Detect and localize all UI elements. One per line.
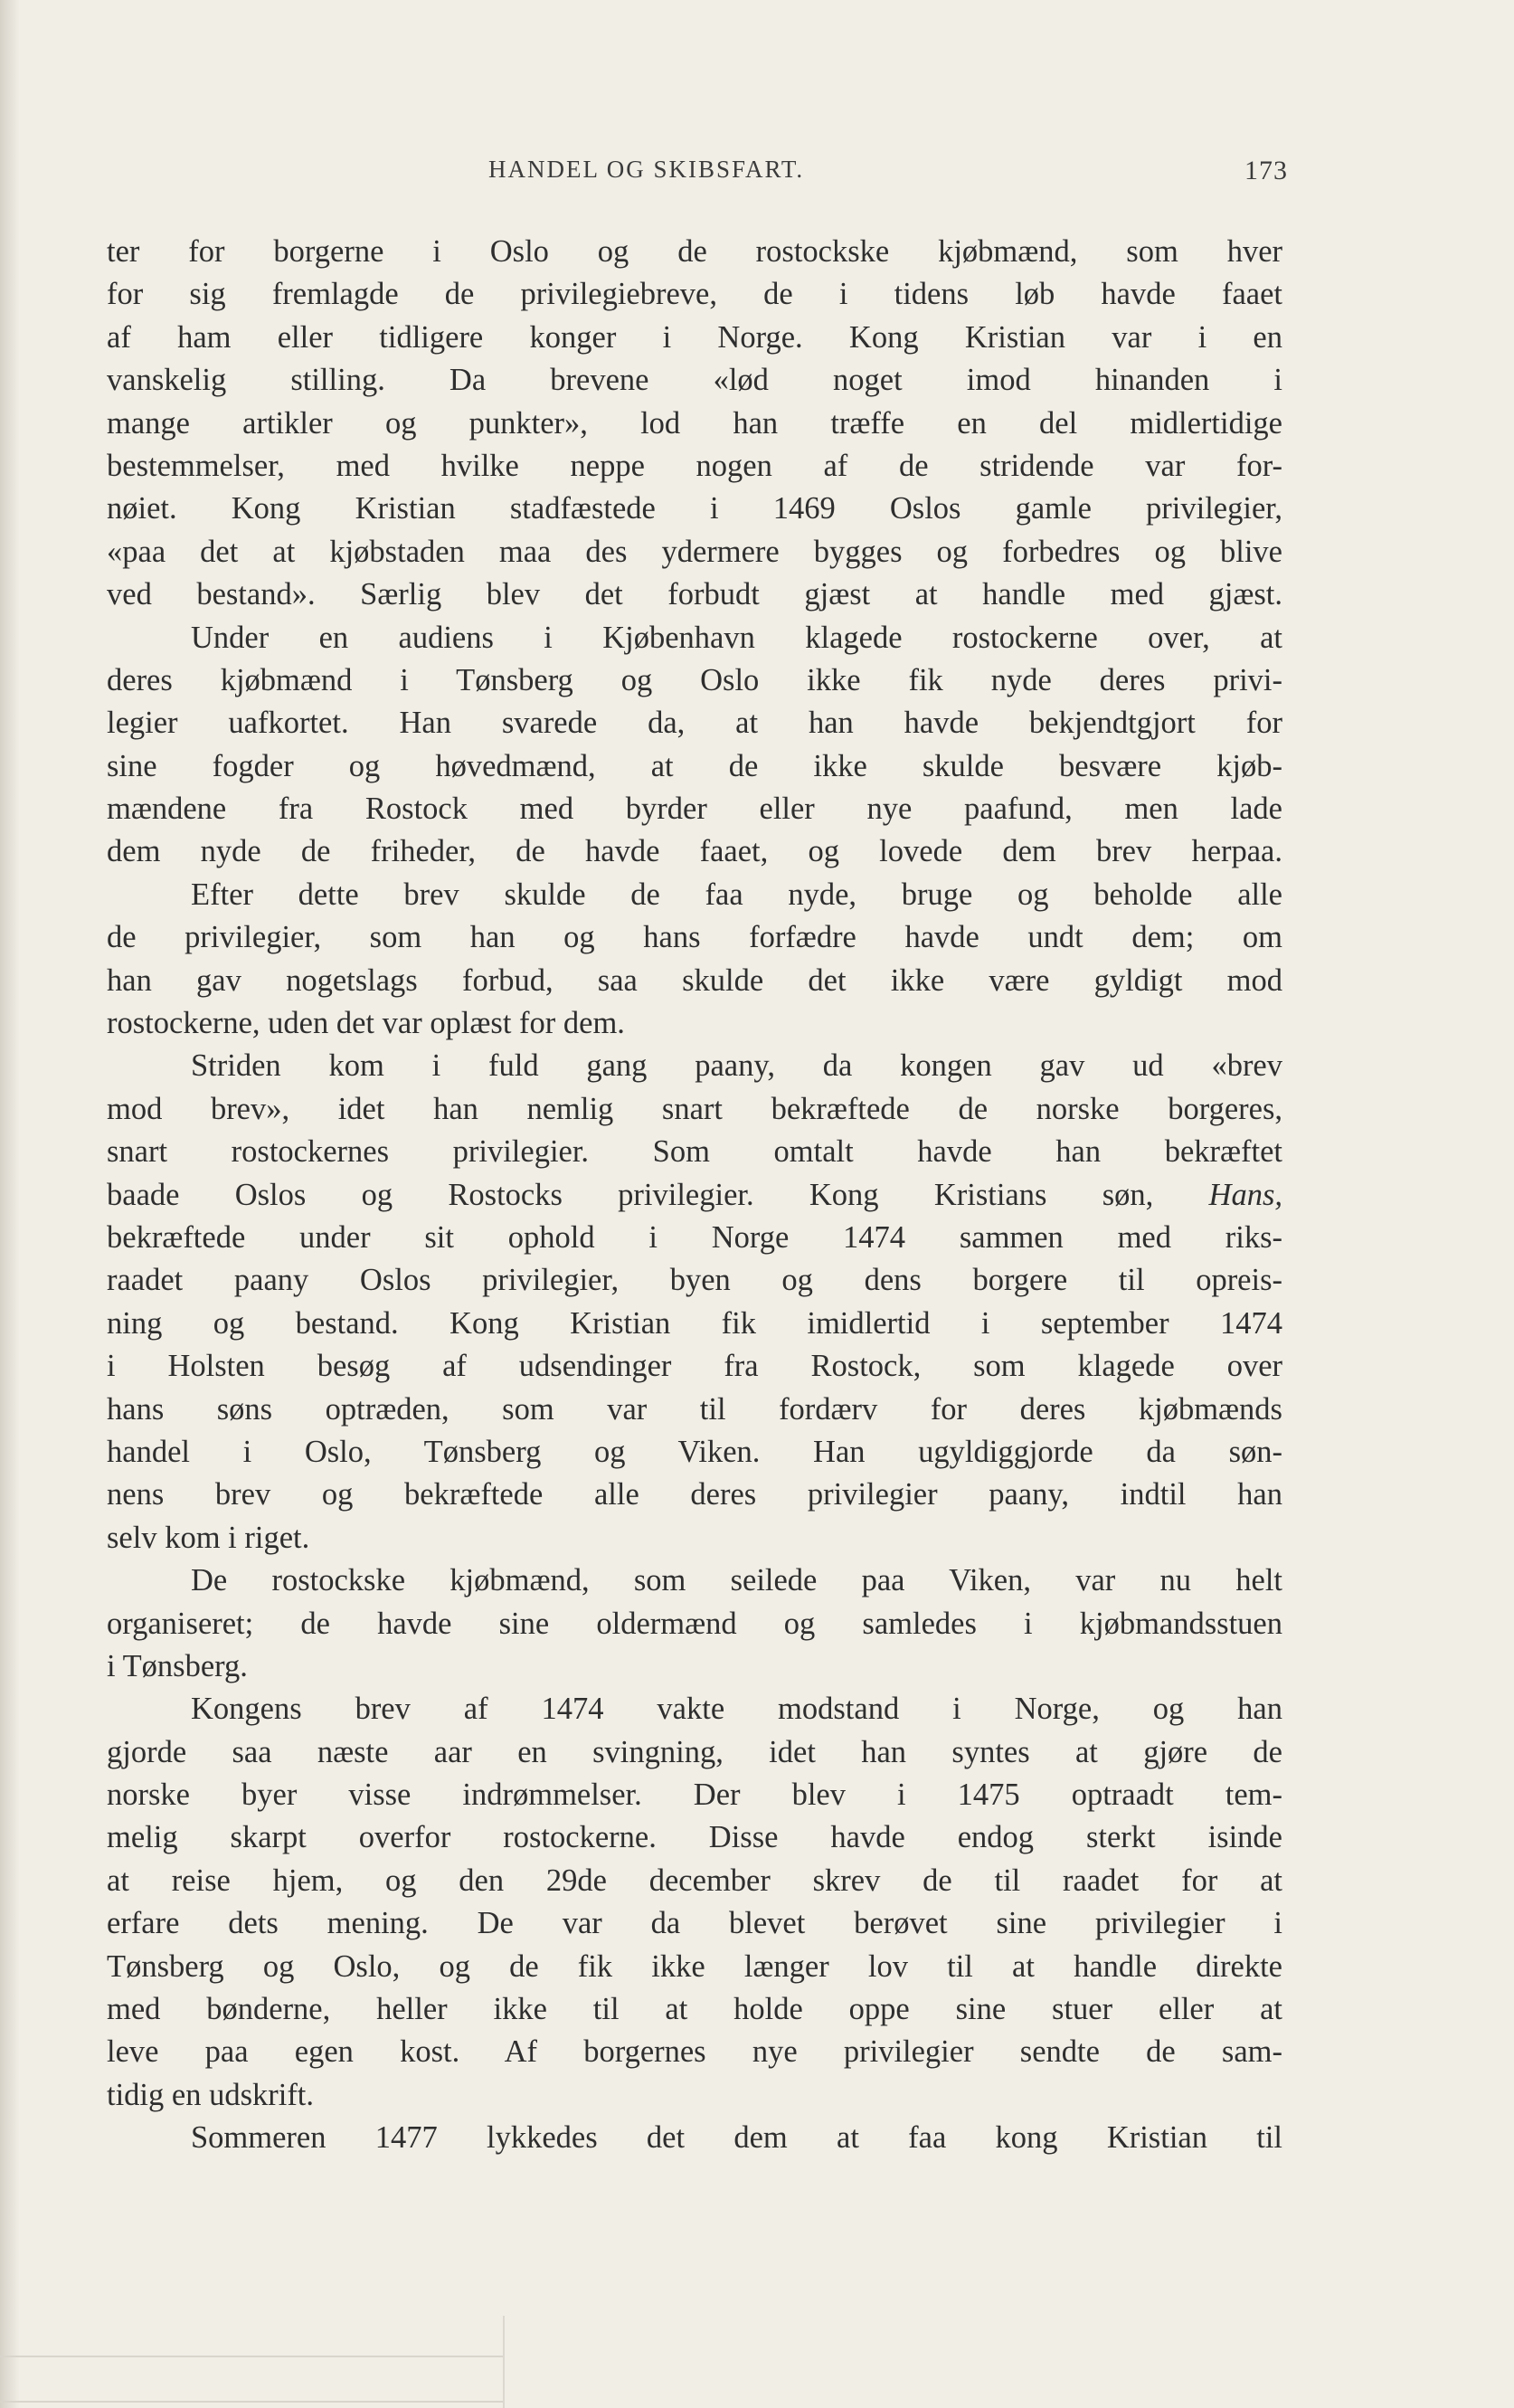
text-line: gjorde saa næste aar en svingning, idet han syntes at gjøre de <box>107 1734 1282 1769</box>
text-line: bekræftede under sit ophold i Norge 1474 sammen med riks- <box>107 1219 1282 1255</box>
text-line: selv kom i riget. <box>107 1520 310 1555</box>
running-title: HANDEL OG SKIBSFART. <box>488 156 805 183</box>
text-line: ning og bestand. Kong Kristian fik imidlertid i september 1474 <box>107 1305 1282 1341</box>
text-line: norske byer visse indrømmelser. Der blev i 1475 optraadt tem- <box>107 1778 1282 1813</box>
page-number: 173 <box>1244 156 1288 185</box>
text-line: legier uafkortet. Han svarede da, at han havde bekjendtgjort for <box>107 706 1282 741</box>
text-line: deres kjøbmænd i Tønsberg og Oslo ikke fik nyde deres privi- <box>107 662 1282 697</box>
text-line: han gav nogetslags forbud, saa skulde det ikke være gyldigt mod <box>107 962 1282 998</box>
text-line-paragraph-start: Kongens brev af 1474 vakte modstand i Norge, og han <box>191 1692 1282 1727</box>
body-text <box>107 231 1282 2160</box>
text-line: for sig fremlagde de privilegiebreve, de i tidens løb havde faaet <box>107 277 1282 312</box>
text-line: erfare dets mening. De var da blevet berøvet sine privilegier i <box>107 1906 1282 1941</box>
text-fragment: baade Oslos og Rostocks privilegier. Kong Kristians søn, <box>107 1177 1154 1212</box>
text-line: de privilegier, som han og hans forfædre havde undt dem; om <box>107 920 1282 955</box>
text-line-paragraph-start: Striden kom i fuld gang paany, da kongen gav ud «brev <box>191 1048 1282 1084</box>
text-line: leve paa egen kost. Af borgernes nye privilegier sendte de sam- <box>107 2034 1282 2070</box>
text-line: hans søns optræden, som var til fordærv for deres kjøbmænds <box>107 1391 1282 1427</box>
text-line: mange artikler og punkter», lod han træffe en del midlertidige <box>107 405 1282 441</box>
text-line: af ham eller tidligere konger i Norge. Kong Kristian var i en <box>107 319 1282 355</box>
text-line: snart rostockernes privilegier. Som omtalt havde han bekræftet <box>107 1134 1282 1170</box>
text-line: i Holsten besøg af udsendinger fra Rostock, som klagede over <box>107 1349 1282 1384</box>
text-line: raadet paany Oslos privilegier, byen og dens borgere til opreis- <box>107 1263 1282 1298</box>
text-line: handel i Oslo, Tønsberg og Viken. Han ugyldiggjorde da søn- <box>107 1434 1282 1469</box>
text-line-paragraph-start: Under en audiens i Kjøbenhavn klagede rostockerne over, at <box>191 620 1282 655</box>
text-line: «paa det at kjøbstaden maa des ydermere bygges og forbedres og blive <box>107 534 1282 569</box>
text-line: med bønderne, heller ikke til at holde oppe sine stuer eller at <box>107 1992 1282 2027</box>
text-line: Tønsberg og Oslo, og de fik ikke længer lov til at handle direkte <box>107 1948 1282 1984</box>
text-line <box>107 1174 1282 1217</box>
scan-edge-line <box>0 2401 503 2403</box>
text-line: at reise hjem, og den 29de december skrev de til raadet for at <box>107 1863 1282 1898</box>
scan-edge-line <box>0 2356 503 2357</box>
scan-edge-mark <box>503 2316 505 2408</box>
text-line: vanskelig stilling. Da brevene «lød noget imod hinanden i <box>107 363 1282 398</box>
text-line: nens brev og bekræftede alle deres privilegier paany, indtil han <box>107 1477 1282 1512</box>
text-line: i Tønsberg. <box>107 1648 248 1683</box>
text-line: mod brev», idet han nemlig snart bekræftede de norske borgeres, <box>107 1091 1282 1126</box>
text-line-paragraph-start: De rostockske kjøbmænd, som seilede paa Viken, var nu helt <box>191 1563 1282 1598</box>
text-line: rostockerne, uden det var oplæst for dem. <box>107 1006 625 1041</box>
text-line: nøiet. Kong Kristian stadfæstede i 1469 Oslos gamle privilegier, <box>107 491 1282 526</box>
page-header <box>0 156 1514 192</box>
text-line: ter for borgerne i Oslo og de rostockske kjøbmænd, som hver <box>107 234 1282 269</box>
text-line: organiseret; de havde sine oldermænd og samledes i kjøbmandsstuen <box>107 1606 1282 1641</box>
italic-name: Hans, <box>1208 1177 1283 1212</box>
page-edge-shadow <box>0 0 20 2408</box>
text-line: melig skarpt overfor rostockerne. Disse havde endog sterkt isinde <box>107 1820 1282 1855</box>
text-line-paragraph-start: Sommeren 1477 lykkedes det dem at faa kong Kristian til <box>191 2120 1282 2156</box>
text-line: mændene fra Rostock med byrder eller nye paafund, men lade <box>107 792 1282 827</box>
text-line: sine fogder og høvedmænd, at de ikke skulde besvære kjøb- <box>107 748 1282 783</box>
text-line: bestemmelser, med hvilke neppe nogen af de stridende var for- <box>107 448 1282 483</box>
text-line: ved bestand». Særlig blev det forbudt gjæst at handle med gjæst. <box>107 577 1282 612</box>
text-line: dem nyde de friheder, de havde faaet, og lovede dem brev herpaa. <box>107 834 1282 869</box>
text-line: tidig en udskrift. <box>107 2077 315 2112</box>
text-line-paragraph-start: Efter dette brev skulde de faa nyde, bruge og beholde alle <box>191 877 1282 912</box>
